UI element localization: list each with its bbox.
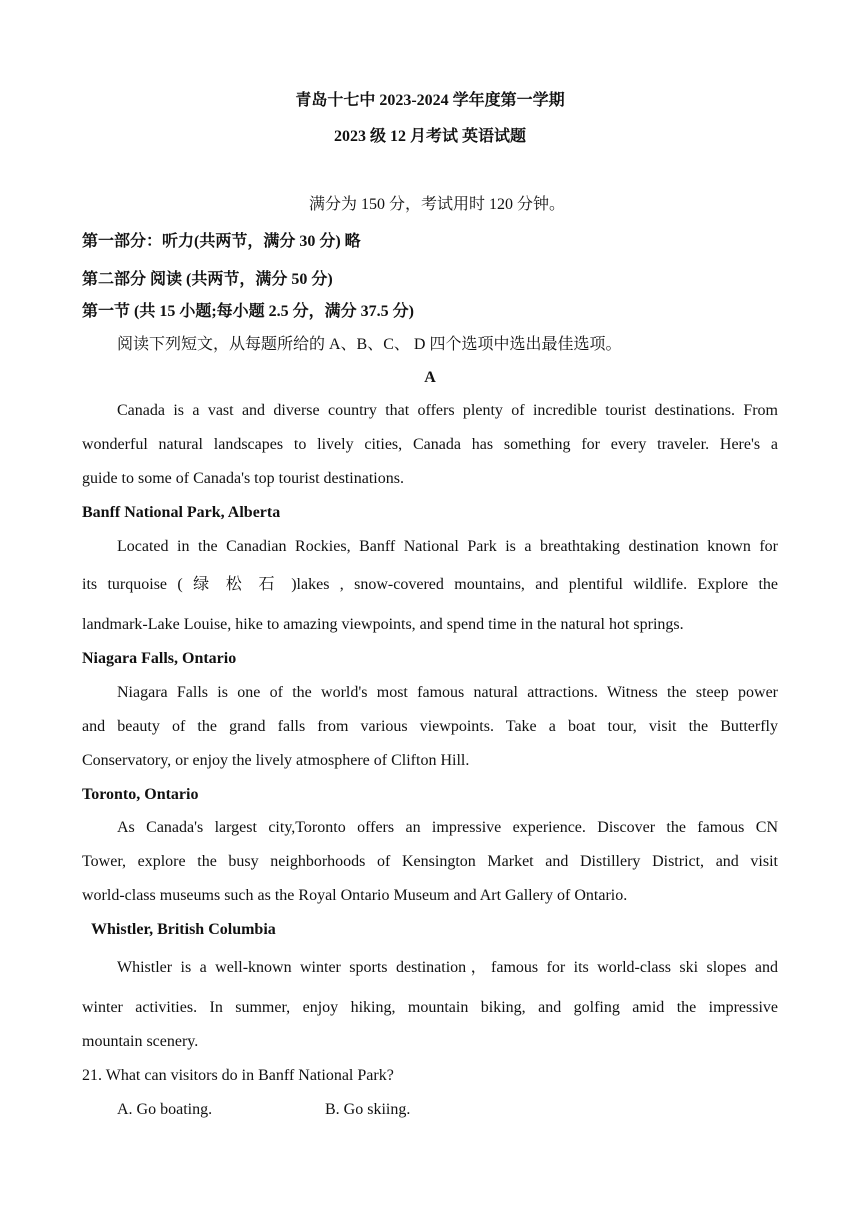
toronto-heading: Toronto, Ontario [82,786,199,803]
banff-line: Located in the Canadian Rockies, Banff National Park is a breathtaking destination known for [117,538,778,555]
niagara-heading: Niagara Falls, Ontario [82,650,237,667]
banff-heading: Banff National Park, Alberta [82,504,281,521]
option-b: B. Go skiing. [325,1101,411,1118]
whistler-heading: Whistler, British Columbia [91,921,276,938]
niagara-line: Niagara Falls is one of the world's most famous natural attractions. Witness the steep power [117,684,778,701]
section1-heading: 第一节 (共 15 小题;每小题 2.5 分，满分 37.5 分) [82,303,414,320]
part1-heading: 第一部分：听力(共两节，满分 30 分) 略 [82,233,361,250]
toronto-line: Tower, explore the busy neighborhoods of Kensington Market and Distillery District, and visit [82,853,778,870]
banff-line: landmark-Lake Louise, hike to amazing viewpoints, and spend time in the natural hot springs. [82,616,684,633]
niagara-line: and beauty of the grand falls from various viewpoints. Take a boat tour, visit the Butterfly [82,718,778,735]
whistler-line: Whistler is a well-known winter sports destination，famous for its world-class ski slopes and [117,959,778,976]
instruction-text: 阅读下列短文，从每题所给的 A、B、C、 D 四个选项中选出最佳选项。 [117,336,622,353]
whistler-line: winter activities. In summer, enjoy hiking, mountain biking, and golfing amid the impressive [82,999,778,1016]
option-a: A. Go boating. [117,1101,213,1118]
intro-line: Canada is a vast and diverse country that offers plenty of incredible tourist destinations. From [117,402,778,419]
question-stem: 21. What can visitors do in Banff National Park? [82,1067,394,1084]
passage-label: A [424,369,436,386]
intro-line: guide to some of Canada's top tourist destinations. [82,470,404,487]
part2-heading: 第二部分 阅读 (共两节，满分 50 分) [82,271,333,288]
exam-subtitle: 2023 级 12 月考试 英语试题 [333,128,526,145]
score-note: 满分为 150 分，考试用时 120 分钟。 [309,196,566,213]
exam-title: 青岛十七中 2023-2024 学年度第一学期 [295,92,565,109]
toronto-line: world-class museums such as the Royal Ontario Museum and Art Gallery of Ontario. [82,887,628,904]
whistler-line: mountain scenery. [82,1033,199,1050]
banff-line: its turquoise ( 绿 松 石 )lakes , snow-covered mountains, and plentiful wildlife. Explore the [82,576,778,593]
intro-line: wonderful natural landscapes to lively cities, Canada has something for every traveler. Here's a [82,436,778,453]
toronto-line: As Canada's largest city,Toronto offers an impressive experience. Discover the famous CN [117,819,778,836]
niagara-line: Conservatory, or enjoy the lively atmosphere of Clifton Hill. [82,752,470,769]
